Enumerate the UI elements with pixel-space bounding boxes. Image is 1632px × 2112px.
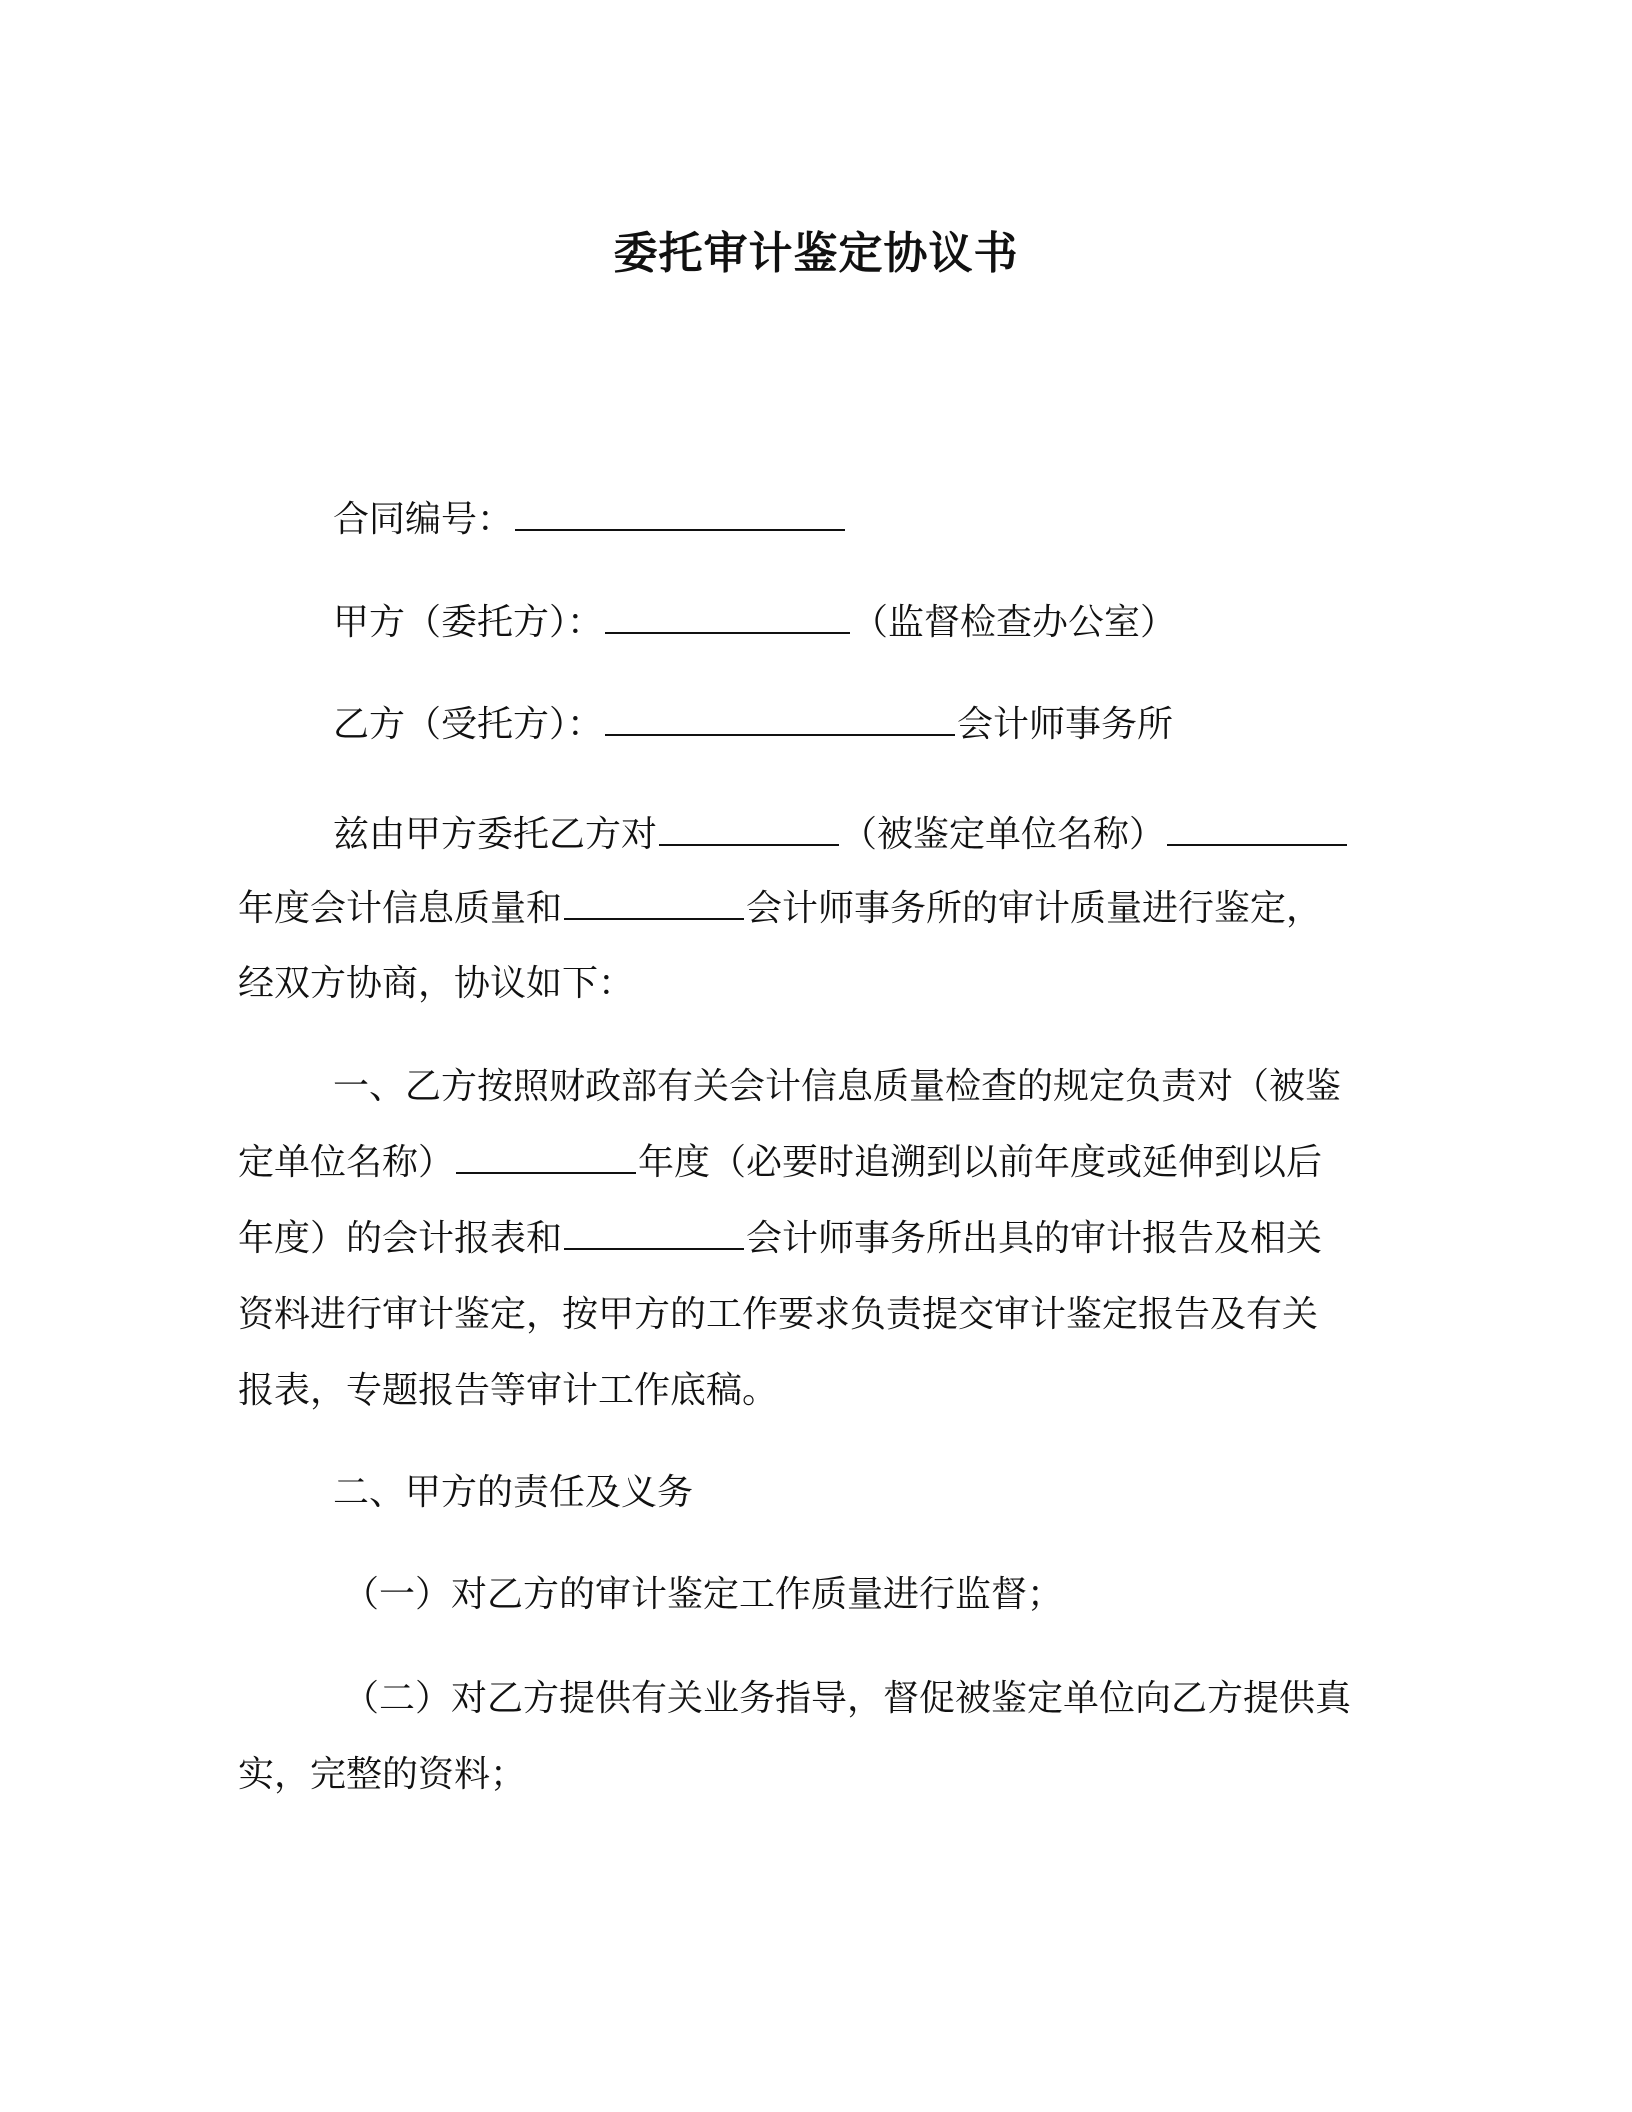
party-b-label: 乙方（受托方）： bbox=[333, 704, 604, 745]
clause-text: 一、乙方按照财政部有关会计信息质量检查的规定负责对（被鉴 bbox=[333, 1066, 1342, 1107]
preamble-line-2 bbox=[238, 884, 1322, 934]
clause2-item-1 bbox=[343, 1570, 1063, 1620]
clause1-line-4 bbox=[238, 1290, 1318, 1340]
clause2-item-2-line-2 bbox=[238, 1750, 526, 1800]
preamble-text: 经双方协商，协议如下： bbox=[238, 963, 635, 1004]
clause1-line-1 bbox=[333, 1062, 1341, 1112]
clause-text: 会计师事务所出具的审计报告及相关 bbox=[746, 1218, 1323, 1259]
clause2-item-2-line-1 bbox=[343, 1674, 1351, 1724]
clause-item-text: （二）对乙方提供有关业务指导，督促被鉴定单位向乙方提供真 bbox=[343, 1678, 1352, 1719]
preamble-text: 年度会计信息质量和 bbox=[238, 888, 563, 929]
preamble-line-3 bbox=[238, 959, 634, 1009]
party-b-suffix: 会计师事务所 bbox=[957, 704, 1174, 745]
contract-number-label: 合同编号： bbox=[333, 499, 514, 540]
clause-text: 定单位名称） bbox=[238, 1142, 455, 1183]
preamble-text: 兹由甲方委托乙方对 bbox=[333, 814, 658, 855]
clause1-line-2 bbox=[238, 1138, 1322, 1188]
unit-name-blank bbox=[659, 814, 839, 846]
preamble-text: （被鉴定单位名称） bbox=[841, 814, 1166, 855]
clause2-heading bbox=[333, 1468, 693, 1518]
clause-heading-text: 二、甲方的责任及义务 bbox=[333, 1472, 694, 1513]
document-title: 委托审计鉴定协议书 bbox=[613, 228, 1019, 279]
party-a-label: 甲方（委托方）： bbox=[333, 602, 604, 643]
clause-text: 报表，专题报告等审计工作底稿。 bbox=[238, 1370, 779, 1411]
firm-name-blank bbox=[564, 1218, 744, 1250]
contract-number-blank bbox=[515, 499, 845, 531]
contract-number-line bbox=[333, 495, 847, 545]
party-a-line bbox=[333, 598, 1176, 648]
year-blank bbox=[456, 1142, 636, 1174]
clause-text: 年度（必要时追溯到以前年度或延伸到以后 bbox=[638, 1142, 1323, 1183]
clause1-line-5 bbox=[238, 1366, 778, 1416]
party-a-blank bbox=[605, 602, 850, 634]
firm-name-blank bbox=[564, 888, 744, 920]
year-blank bbox=[1167, 814, 1347, 846]
party-a-suffix: （监督检查办公室） bbox=[852, 602, 1177, 643]
clause1-line-3 bbox=[238, 1214, 1322, 1264]
party-b-blank bbox=[605, 704, 955, 736]
clause-text: 年度）的会计报表和 bbox=[238, 1218, 563, 1259]
clause-item-text: 实，完整的资料； bbox=[238, 1754, 527, 1795]
preamble-text: 会计师事务所的审计质量进行鉴定， bbox=[746, 888, 1323, 929]
preamble-line-1 bbox=[333, 810, 1349, 860]
clause-text: 资料进行审计鉴定，按甲方的工作要求负责提交审计鉴定报告及有关 bbox=[238, 1294, 1319, 1335]
party-b-line bbox=[333, 700, 1173, 750]
clause-item-text: （一）对乙方的审计鉴定工作质量进行监督； bbox=[343, 1574, 1064, 1615]
